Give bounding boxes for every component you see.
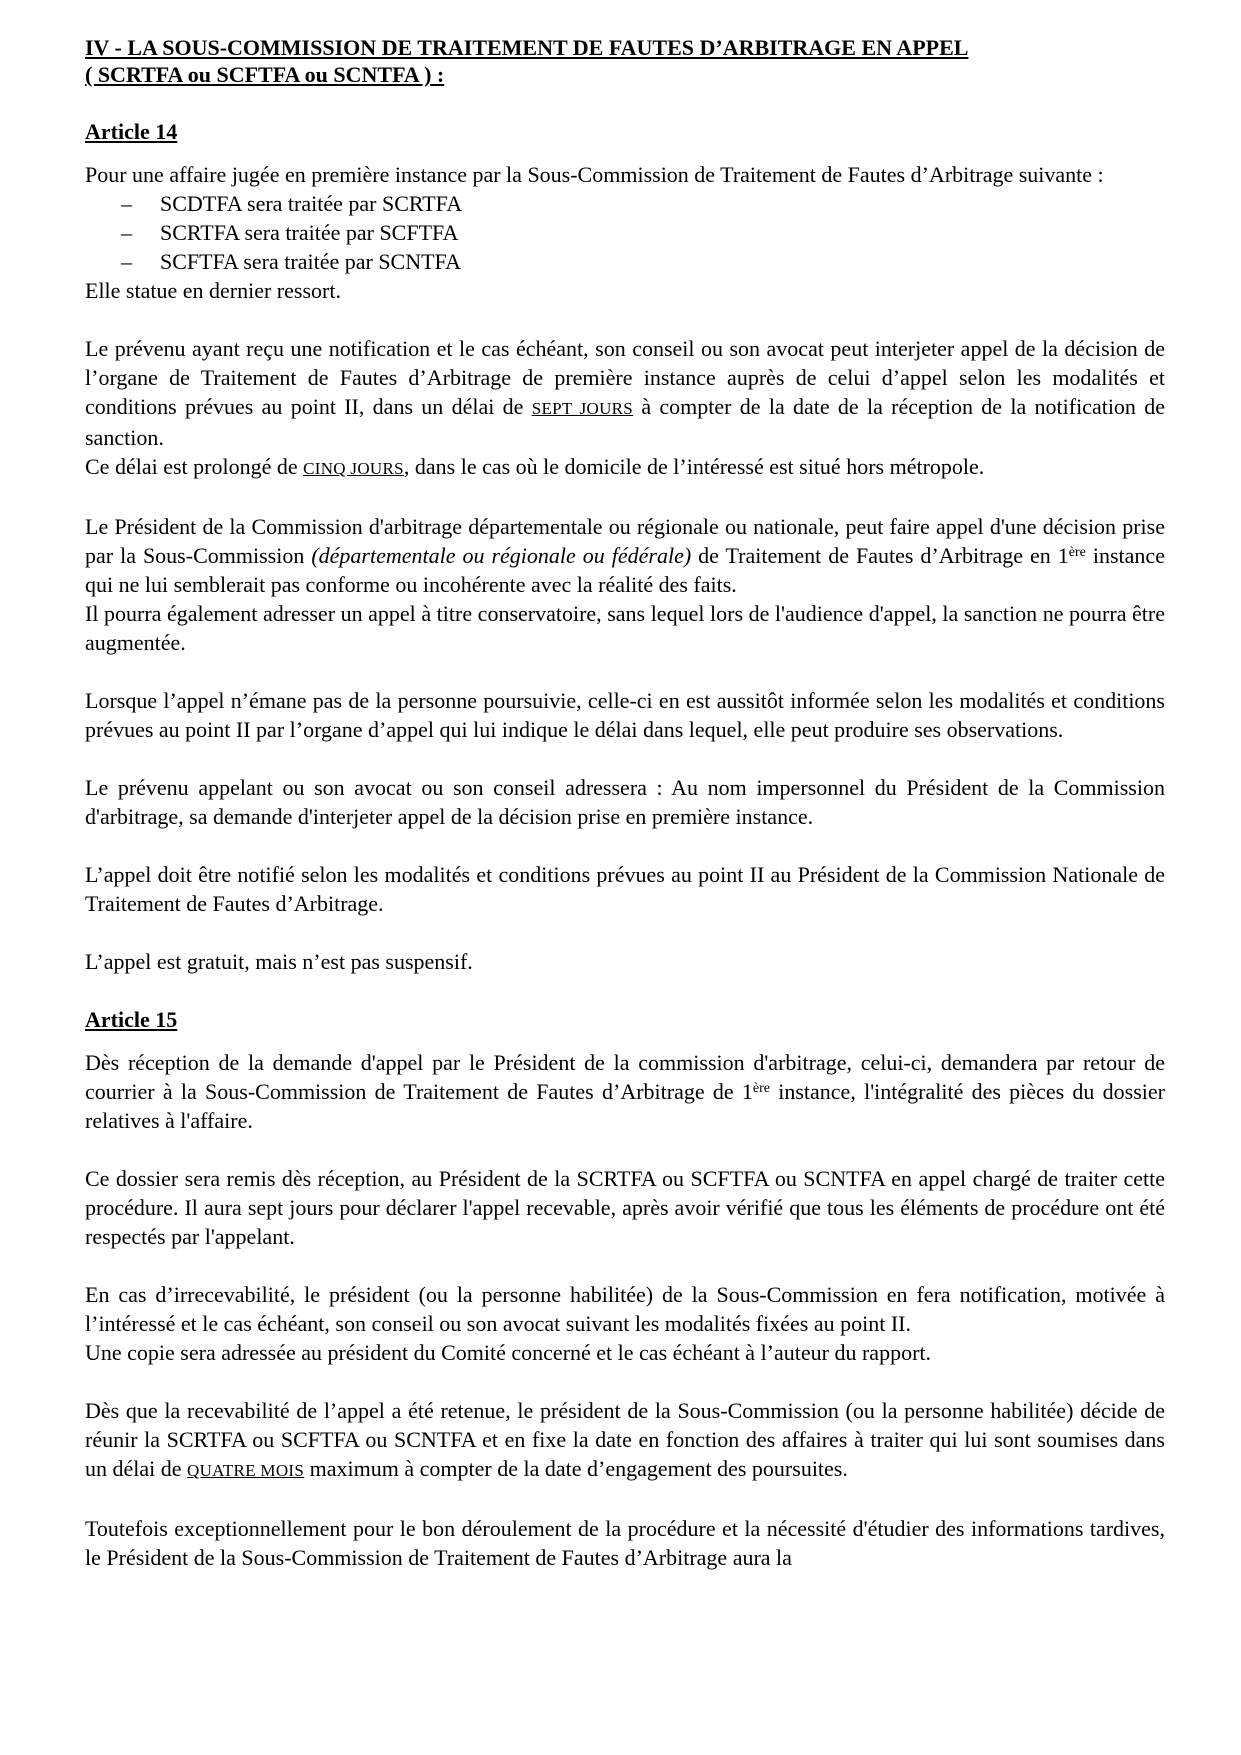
article-15-paragraph-3: En cas d’irrecevabilité, le président (ou la personne habilitée) de la Sous-Commission en fera notification, motivée à l’intéressé et le cas échéant, son conseil ou son avocat suivant les modalités fixées au point II.: [85, 1282, 1165, 1336]
deadline-four-months: QUATRE MOIS: [187, 1461, 305, 1480]
text-span: Ce délai est prolongé de: [85, 454, 304, 479]
text-span: Dès réception de la demande d'appel par le Président de la commission d'arbitrage, celui-ci, demandera par retour de courrier à la Sous-Commission de Traitement de Fautes d’Arbitrage de 1: [85, 1050, 1165, 1104]
text-span: Dès que la recevabilité de l’appel a été retenue, le président de la Sous-Commission (ou la personne habilitée) décide de réunir la SCRTFA ou SCFTFA ou SCNTFA et en fixe la date en fonction des affaires à traiter qui lui sont soumises dans un délai de: [85, 1398, 1165, 1481]
text-span: à compter de la date de la réception de la notification de sanction.: [85, 394, 1165, 450]
section-heading-line2: ( SCRTFA ou SCFTFA ou SCNTFA ) :: [85, 62, 445, 87]
list-item: [85, 189, 1165, 218]
section-heading-line1: IV - LA SOUS-COMMISSION DE TRAITEMENT DE FAUTES D’ARBITRAGE EN APPEL: [85, 35, 969, 60]
article-14-paragraph-5: Le prévenu appelant ou son avocat ou son conseil adressera : Au nom impersonnel du Président de la Commission d'arbitrage, sa demande d'interjeter appel de la décision prise en première instance.: [85, 775, 1165, 829]
article-14-last-resort: Elle statue en dernier ressort.: [85, 278, 341, 303]
article-15-paragraph-4: [85, 1396, 1165, 1485]
article-14-intro: Pour une affaire jugée en première instance par la Sous-Commission de Traitement de Fautes d’Arbitrage suivante :: [85, 162, 1104, 187]
article-14-conservatory-appeal: Il pourra également adresser un appel à titre conservatoire, sans lequel lors de l'audience d'appel, la sanction ne pourra être augmentée.: [85, 601, 1165, 655]
superscript: ère: [1068, 545, 1086, 560]
article-14-paragraph-7: L’appel est gratuit, mais n’est pas suspensif.: [85, 949, 473, 974]
text-span: , dans le cas où le domicile de l’intéressé est situé hors métropole.: [403, 454, 985, 479]
dash-marker: –: [121, 249, 132, 274]
text-span: maximum à compter de la date d’engagement des poursuites.: [304, 1456, 848, 1481]
article-15-paragraph-5: Toutefois exceptionnellement pour le bon déroulement de la procédure et la nécessité d'étudier des informations tardives, le Président de la Sous-Commission de Traitement de Fautes d’Arbitrage aura la: [85, 1516, 1165, 1570]
article-15-title: Article 15: [85, 1007, 178, 1032]
deadline-five-days: CINQ JOURS: [303, 459, 404, 478]
text-span: Le Président de la Commission d'arbitrage départementale ou régionale ou nationale, peut faire appel d'une décision prise par la Sous-Commission: [85, 514, 1165, 568]
list-item: [85, 218, 1165, 247]
text-span: de Traitement de Fautes d’Arbitrage en 1: [691, 543, 1069, 568]
dash-marker: –: [121, 220, 132, 245]
article-14-paragraph-3: [85, 512, 1165, 599]
article-14-paragraph-2: [85, 334, 1165, 452]
article-14-list: [85, 189, 1165, 276]
article-14-paragraph-4: Lorsque l’appel n’émane pas de la personne poursuivie, celle-ci en est aussitôt informée selon les modalités et conditions prévues au point II par l’organe d’appel qui lui indique le délai dans lequel, elle peut produire ses observations.: [85, 688, 1165, 742]
document-page: [85, 34, 1165, 1572]
article-15-paragraph-2: Ce dossier sera remis dès réception, au Président de la SCRTFA ou SCFTFA ou SCNTFA en appel chargé de traiter cette procédure. Il aura sept jours pour déclarer l'appel recevable, après avoir vérifié que tous les éléments de procédure ont été respectés par l'appelant.: [85, 1166, 1165, 1249]
text-span: instance, l'intégralité des pièces du dossier relatives à l'affaire.: [85, 1079, 1165, 1133]
list-item-text: SCDTFA sera traitée par SCRTFA: [160, 191, 463, 216]
section-heading: [85, 34, 1165, 88]
deadline-seven-days: SEPT JOURS: [531, 399, 634, 418]
article-15-paragraph-1: [85, 1048, 1165, 1135]
list-item-text: SCFTFA sera traitée par SCNTFA: [160, 249, 462, 274]
italic-note: (départementale ou régionale ou fédérale): [311, 543, 692, 568]
text-span: instance qui ne lui semblerait pas conforme ou incohérente avec la réalité des faits.: [85, 543, 1165, 597]
text-span: Le prévenu ayant reçu une notification et le cas échéant, son conseil ou son avocat peut interjeter appel de la décision de l’organe de Traitement de Fautes d’Arbitrage de première instance auprès de celui d’appel selon les modalités et conditions prévues au point II, dans un délai de: [85, 336, 1165, 419]
article-14-title: Article 14: [85, 119, 178, 144]
article-15-copy-note: Une copie sera adressée au président du Comité concerné et le cas échéant à l’auteur du rapport.: [85, 1340, 932, 1365]
list-item: [85, 247, 1165, 276]
list-item-text: SCRTFA sera traitée par SCFTFA: [160, 220, 459, 245]
superscript: ère: [752, 1081, 770, 1096]
article-14-paragraph-6: L’appel doit être notifié selon les modalités et conditions prévues au point II au Président de la Commission Nationale de Traitement de Fautes d’Arbitrage.: [85, 862, 1165, 916]
dash-marker: –: [121, 191, 132, 216]
article-14-extension: [85, 452, 1165, 483]
